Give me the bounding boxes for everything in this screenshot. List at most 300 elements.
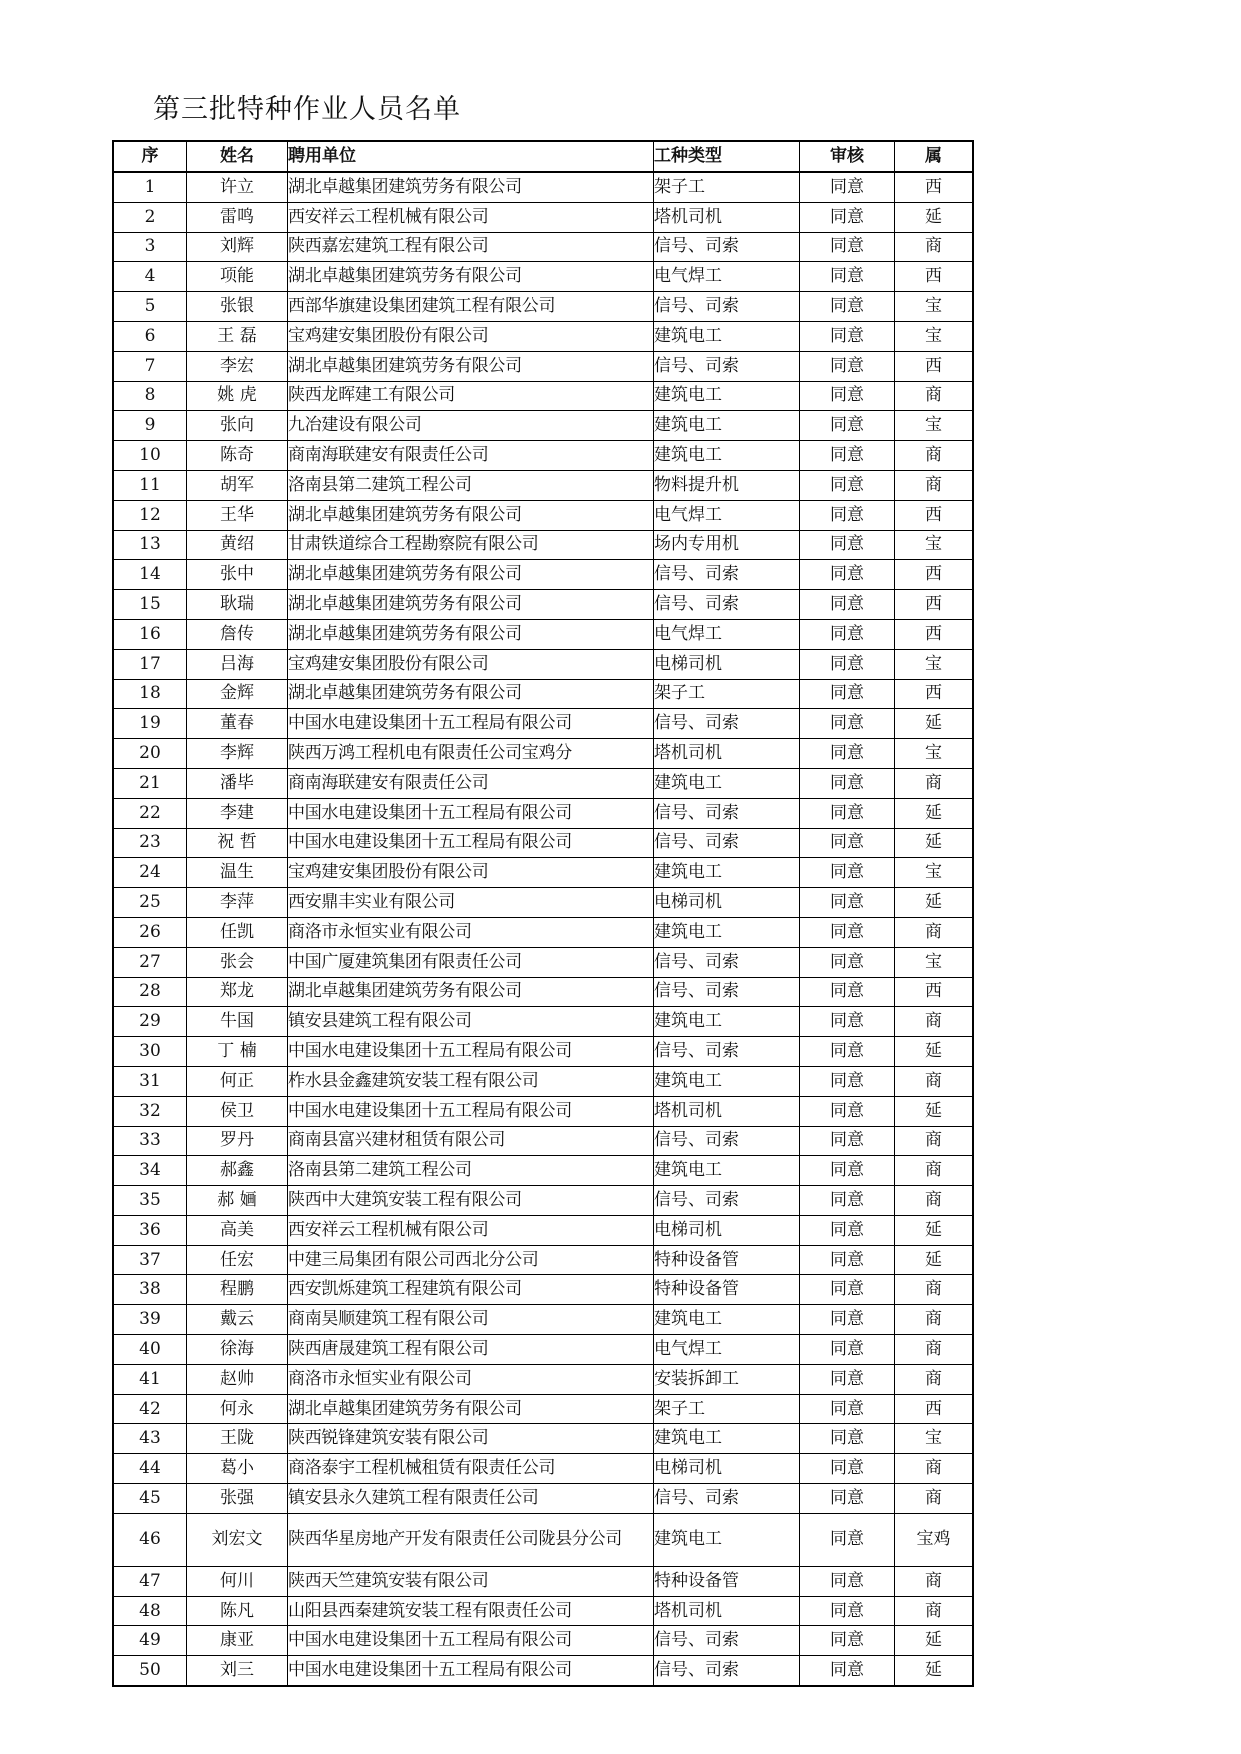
cell-index: 14	[113, 560, 187, 590]
cell-name: 刘辉	[187, 232, 288, 262]
cell-index: 27	[113, 947, 187, 977]
cell-review: 同意	[800, 321, 895, 351]
cell-name: 许立	[187, 172, 288, 202]
cell-region: 西	[895, 977, 974, 1007]
cell-unit: 中国广厦建筑集团有限责任公司	[288, 947, 654, 977]
cell-name: 葛小	[187, 1454, 288, 1484]
cell-region: 西	[895, 590, 974, 620]
table-row	[113, 1364, 973, 1394]
cell-review: 同意	[800, 1424, 895, 1454]
table-row	[113, 1394, 973, 1424]
cell-review: 同意	[800, 649, 895, 679]
table-row	[113, 619, 973, 649]
cell-review: 同意	[800, 679, 895, 709]
cell-type: 电梯司机	[654, 649, 800, 679]
table-row	[113, 1186, 973, 1216]
cell-type: 信号、司索	[654, 292, 800, 322]
cell-index: 10	[113, 441, 187, 471]
cell-type: 建筑电工	[654, 1007, 800, 1037]
cell-name: 郝鑫	[187, 1156, 288, 1186]
cell-type: 建筑电工	[654, 441, 800, 471]
cell-unit: 西部华旗建设集团建筑工程有限公司	[288, 292, 654, 322]
cell-unit: 柞水县金鑫建筑安装工程有限公司	[288, 1066, 654, 1096]
cell-index: 37	[113, 1245, 187, 1275]
cell-name: 刘三	[187, 1656, 288, 1686]
cell-unit: 甘肃铁道综合工程勘察院有限公司	[288, 530, 654, 560]
cell-type: 信号、司索	[654, 709, 800, 739]
cell-unit: 商南县富兴建材租赁有限公司	[288, 1126, 654, 1156]
cell-review: 同意	[800, 1335, 895, 1365]
cell-type: 信号、司索	[654, 590, 800, 620]
cell-index: 40	[113, 1335, 187, 1365]
cell-name: 张会	[187, 947, 288, 977]
cell-name: 吕海	[187, 649, 288, 679]
cell-index: 11	[113, 470, 187, 500]
cell-type: 建筑电工	[654, 1424, 800, 1454]
cell-index: 8	[113, 381, 187, 411]
cell-name: 耿瑞	[187, 590, 288, 620]
cell-unit: 湖北卓越集团建筑劳务有限公司	[288, 679, 654, 709]
cell-region: 西	[895, 500, 974, 530]
cell-name: 罗丹	[187, 1126, 288, 1156]
cell-name: 侯卫	[187, 1096, 288, 1126]
cell-region: 延	[895, 798, 974, 828]
cell-review: 同意	[800, 1007, 895, 1037]
cell-name: 刘宏文	[187, 1513, 288, 1566]
cell-region: 西	[895, 679, 974, 709]
cell-index: 22	[113, 798, 187, 828]
cell-index: 33	[113, 1126, 187, 1156]
table-row	[113, 917, 973, 947]
cell-type: 信号、司索	[654, 1037, 800, 1067]
cell-index: 20	[113, 739, 187, 769]
cell-name: 陈凡	[187, 1596, 288, 1626]
cell-unit: 中国水电建设集团十五工程局有限公司	[288, 828, 654, 858]
cell-review: 同意	[800, 1156, 895, 1186]
cell-unit: 陕西天竺建筑安装有限公司	[288, 1566, 654, 1596]
cell-unit: 中国水电建设集团十五工程局有限公司	[288, 798, 654, 828]
personnel-table	[112, 140, 974, 1687]
cell-review: 同意	[800, 1626, 895, 1656]
cell-unit: 陕西唐晟建筑工程有限公司	[288, 1335, 654, 1365]
cell-type: 建筑电工	[654, 381, 800, 411]
table-row	[113, 470, 973, 500]
cell-type: 建筑电工	[654, 1513, 800, 1566]
table-row	[113, 828, 973, 858]
cell-review: 同意	[800, 739, 895, 769]
cell-index: 47	[113, 1566, 187, 1596]
cell-region: 宝	[895, 411, 974, 441]
cell-name: 董春	[187, 709, 288, 739]
cell-review: 同意	[800, 1245, 895, 1275]
table-row	[113, 411, 973, 441]
table-row	[113, 1454, 973, 1484]
cell-region: 宝	[895, 947, 974, 977]
cell-type: 塔机司机	[654, 202, 800, 232]
cell-region: 延	[895, 1245, 974, 1275]
cell-type: 建筑电工	[654, 768, 800, 798]
table-row	[113, 858, 973, 888]
table-row	[113, 530, 973, 560]
cell-name: 祝 哲	[187, 828, 288, 858]
cell-index: 34	[113, 1156, 187, 1186]
cell-index: 30	[113, 1037, 187, 1067]
cell-index: 35	[113, 1186, 187, 1216]
cell-review: 同意	[800, 1364, 895, 1394]
cell-name: 陈奇	[187, 441, 288, 471]
cell-review: 同意	[800, 619, 895, 649]
cell-review: 同意	[800, 828, 895, 858]
cell-review: 同意	[800, 768, 895, 798]
cell-name: 李建	[187, 798, 288, 828]
cell-unit: 陕西龙晖建工有限公司	[288, 381, 654, 411]
cell-region: 延	[895, 202, 974, 232]
cell-review: 同意	[800, 470, 895, 500]
cell-index: 25	[113, 888, 187, 918]
cell-name: 王 磊	[187, 321, 288, 351]
cell-region: 西	[895, 172, 974, 202]
table-row	[113, 1513, 973, 1566]
cell-index: 28	[113, 977, 187, 1007]
table-row	[113, 888, 973, 918]
cell-review: 同意	[800, 1305, 895, 1335]
cell-name: 何正	[187, 1066, 288, 1096]
cell-name: 李宏	[187, 351, 288, 381]
table-row	[113, 947, 973, 977]
cell-name: 程鹏	[187, 1275, 288, 1305]
cell-unit: 陕西万鸿工程机电有限责任公司宝鸡分	[288, 739, 654, 769]
cell-review: 同意	[800, 798, 895, 828]
table-row	[113, 1484, 973, 1514]
cell-unit: 洛南县第二建筑工程公司	[288, 1156, 654, 1186]
cell-type: 电梯司机	[654, 1454, 800, 1484]
cell-region: 商	[895, 917, 974, 947]
cell-region: 延	[895, 828, 974, 858]
cell-unit: 陕西华星房地产开发有限责任公司陇县分公司	[288, 1513, 654, 1566]
cell-region: 西	[895, 262, 974, 292]
cell-index: 36	[113, 1215, 187, 1245]
cell-index: 16	[113, 619, 187, 649]
cell-index: 15	[113, 590, 187, 620]
cell-index: 5	[113, 292, 187, 322]
cell-name: 张中	[187, 560, 288, 590]
cell-review: 同意	[800, 232, 895, 262]
cell-unit: 湖北卓越集团建筑劳务有限公司	[288, 172, 654, 202]
table-row	[113, 977, 973, 1007]
cell-unit: 九冶建设有限公司	[288, 411, 654, 441]
cell-index: 4	[113, 262, 187, 292]
cell-review: 同意	[800, 858, 895, 888]
cell-name: 王华	[187, 500, 288, 530]
cell-unit: 陕西中大建筑安装工程有限公司	[288, 1186, 654, 1216]
cell-region: 延	[895, 1215, 974, 1245]
cell-name: 黄绍	[187, 530, 288, 560]
cell-review: 同意	[800, 351, 895, 381]
cell-unit: 洛南县第二建筑工程公司	[288, 470, 654, 500]
cell-type: 信号、司索	[654, 560, 800, 590]
cell-index: 17	[113, 649, 187, 679]
cell-region: 商	[895, 1484, 974, 1514]
cell-name: 温生	[187, 858, 288, 888]
cell-review: 同意	[800, 262, 895, 292]
cell-unit: 湖北卓越集团建筑劳务有限公司	[288, 500, 654, 530]
cell-type: 特种设备管	[654, 1566, 800, 1596]
cell-index: 12	[113, 500, 187, 530]
cell-unit: 湖北卓越集团建筑劳务有限公司	[288, 262, 654, 292]
cell-type: 信号、司索	[654, 1186, 800, 1216]
cell-type: 建筑电工	[654, 1156, 800, 1186]
table-row	[113, 1066, 973, 1096]
cell-review: 同意	[800, 500, 895, 530]
cell-region: 西	[895, 351, 974, 381]
table-row	[113, 1007, 973, 1037]
cell-review: 同意	[800, 530, 895, 560]
cell-type: 电气焊工	[654, 262, 800, 292]
cell-review: 同意	[800, 709, 895, 739]
cell-index: 18	[113, 679, 187, 709]
cell-name: 雷鸣	[187, 202, 288, 232]
cell-region: 商	[895, 1275, 974, 1305]
cell-unit: 陕西锐锋建筑安装有限公司	[288, 1424, 654, 1454]
cell-type: 电气焊工	[654, 1335, 800, 1365]
cell-region: 西	[895, 619, 974, 649]
cell-region: 西	[895, 560, 974, 590]
cell-type: 电梯司机	[654, 888, 800, 918]
cell-index: 6	[113, 321, 187, 351]
cell-name: 潘毕	[187, 768, 288, 798]
cell-type: 信号、司索	[654, 977, 800, 1007]
cell-name: 金辉	[187, 679, 288, 709]
cell-type: 建筑电工	[654, 411, 800, 441]
cell-review: 同意	[800, 1186, 895, 1216]
cell-type: 塔机司机	[654, 739, 800, 769]
cell-review: 同意	[800, 888, 895, 918]
table-row	[113, 202, 973, 232]
cell-region: 宝	[895, 530, 974, 560]
cell-type: 建筑电工	[654, 917, 800, 947]
cell-index: 2	[113, 202, 187, 232]
cell-region: 商	[895, 1066, 974, 1096]
column-header-index: 序	[113, 141, 187, 172]
cell-index: 23	[113, 828, 187, 858]
cell-region: 商	[895, 1156, 974, 1186]
cell-unit: 中国水电建设集团十五工程局有限公司	[288, 1626, 654, 1656]
cell-index: 1	[113, 172, 187, 202]
cell-type: 信号、司索	[654, 1656, 800, 1686]
cell-index: 7	[113, 351, 187, 381]
cell-unit: 商南海联建安有限责任公司	[288, 441, 654, 471]
cell-review: 同意	[800, 441, 895, 471]
cell-type: 信号、司索	[654, 798, 800, 828]
table-row	[113, 739, 973, 769]
cell-name: 康亚	[187, 1626, 288, 1656]
cell-region: 商	[895, 1305, 974, 1335]
cell-region: 商	[895, 1186, 974, 1216]
cell-unit: 西安凯烁建筑工程建筑有限公司	[288, 1275, 654, 1305]
cell-unit: 商南海联建安有限责任公司	[288, 768, 654, 798]
table-row	[113, 1245, 973, 1275]
cell-index: 32	[113, 1096, 187, 1126]
cell-review: 同意	[800, 202, 895, 232]
cell-type: 特种设备管	[654, 1275, 800, 1305]
table-row	[113, 321, 973, 351]
table-row	[113, 1215, 973, 1245]
cell-unit: 中国水电建设集团十五工程局有限公司	[288, 1096, 654, 1126]
column-header-type: 工种类型	[654, 141, 800, 172]
cell-type: 建筑电工	[654, 321, 800, 351]
cell-type: 信号、司索	[654, 1626, 800, 1656]
table-row	[113, 1305, 973, 1335]
cell-unit: 湖北卓越集团建筑劳务有限公司	[288, 590, 654, 620]
cell-review: 同意	[800, 1454, 895, 1484]
cell-type: 架子工	[654, 679, 800, 709]
cell-region: 商	[895, 1566, 974, 1596]
cell-type: 信号、司索	[654, 232, 800, 262]
cell-type: 建筑电工	[654, 858, 800, 888]
cell-unit: 山阳县西秦建筑安装工程有限责任公司	[288, 1596, 654, 1626]
cell-review: 同意	[800, 1275, 895, 1305]
cell-name: 姚 虎	[187, 381, 288, 411]
cell-index: 44	[113, 1454, 187, 1484]
cell-review: 同意	[800, 590, 895, 620]
cell-region: 商	[895, 1454, 974, 1484]
cell-name: 赵帅	[187, 1364, 288, 1394]
cell-type: 电梯司机	[654, 1215, 800, 1245]
cell-region: 宝	[895, 739, 974, 769]
cell-type: 塔机司机	[654, 1096, 800, 1126]
column-header-unit: 聘用单位	[288, 141, 654, 172]
cell-index: 46	[113, 1513, 187, 1566]
cell-review: 同意	[800, 977, 895, 1007]
cell-region: 商	[895, 768, 974, 798]
cell-region: 商	[895, 1335, 974, 1365]
cell-unit: 西安祥云工程机械有限公司	[288, 1215, 654, 1245]
cell-region: 商	[895, 470, 974, 500]
table-row	[113, 500, 973, 530]
cell-type: 场内专用机	[654, 530, 800, 560]
cell-region: 商	[895, 232, 974, 262]
column-header-review: 审核	[800, 141, 895, 172]
cell-type: 建筑电工	[654, 1066, 800, 1096]
table-row	[113, 1424, 973, 1454]
cell-type: 架子工	[654, 1394, 800, 1424]
cell-type: 电气焊工	[654, 619, 800, 649]
cell-index: 38	[113, 1275, 187, 1305]
table-row	[113, 1335, 973, 1365]
table-row	[113, 232, 973, 262]
cell-region: 宝	[895, 292, 974, 322]
cell-unit: 中建三局集团有限公司西北分公司	[288, 1245, 654, 1275]
cell-region: 商	[895, 1596, 974, 1626]
cell-name: 牛国	[187, 1007, 288, 1037]
cell-region: 延	[895, 709, 974, 739]
cell-review: 同意	[800, 1513, 895, 1566]
table-row	[113, 1156, 973, 1186]
table-row	[113, 1596, 973, 1626]
cell-unit: 陕西嘉宏建筑工程有限公司	[288, 232, 654, 262]
cell-index: 21	[113, 768, 187, 798]
cell-type: 信号、司索	[654, 828, 800, 858]
cell-unit: 镇安县建筑工程有限公司	[288, 1007, 654, 1037]
table-row	[113, 351, 973, 381]
cell-name: 胡军	[187, 470, 288, 500]
cell-review: 同意	[800, 1066, 895, 1096]
table-row	[113, 590, 973, 620]
cell-name: 郝 婳	[187, 1186, 288, 1216]
cell-name: 高美	[187, 1215, 288, 1245]
cell-name: 张银	[187, 292, 288, 322]
table-row	[113, 560, 973, 590]
cell-review: 同意	[800, 947, 895, 977]
cell-type: 信号、司索	[654, 351, 800, 381]
cell-name: 张强	[187, 1484, 288, 1514]
cell-review: 同意	[800, 1484, 895, 1514]
cell-type: 信号、司索	[654, 1484, 800, 1514]
cell-review: 同意	[800, 381, 895, 411]
cell-unit: 商南昊顺建筑工程有限公司	[288, 1305, 654, 1335]
cell-review: 同意	[800, 1596, 895, 1626]
cell-name: 何川	[187, 1566, 288, 1596]
cell-type: 信号、司索	[654, 947, 800, 977]
cell-unit: 西安祥云工程机械有限公司	[288, 202, 654, 232]
cell-type: 信号、司索	[654, 1126, 800, 1156]
cell-index: 26	[113, 917, 187, 947]
cell-review: 同意	[800, 1037, 895, 1067]
cell-review: 同意	[800, 1096, 895, 1126]
cell-type: 塔机司机	[654, 1596, 800, 1626]
table-row	[113, 1626, 973, 1656]
cell-index: 50	[113, 1656, 187, 1686]
cell-index: 45	[113, 1484, 187, 1514]
cell-region: 商	[895, 1007, 974, 1037]
cell-review: 同意	[800, 172, 895, 202]
cell-region: 宝	[895, 858, 974, 888]
table-row	[113, 1566, 973, 1596]
cell-unit: 商洛市永恒实业有限公司	[288, 1364, 654, 1394]
cell-type: 安装拆卸工	[654, 1364, 800, 1394]
cell-unit: 湖北卓越集团建筑劳务有限公司	[288, 560, 654, 590]
cell-region: 延	[895, 888, 974, 918]
cell-unit: 湖北卓越集团建筑劳务有限公司	[288, 977, 654, 1007]
cell-region: 商	[895, 1364, 974, 1394]
table-header-row	[113, 141, 973, 172]
column-header-region: 属	[895, 141, 974, 172]
cell-region: 西	[895, 1394, 974, 1424]
table-row	[113, 381, 973, 411]
cell-name: 项能	[187, 262, 288, 292]
cell-name: 王陇	[187, 1424, 288, 1454]
cell-unit: 宝鸡建安集团股份有限公司	[288, 321, 654, 351]
table-row	[113, 1096, 973, 1126]
cell-unit: 宝鸡建安集团股份有限公司	[288, 649, 654, 679]
page-title: 第三批特种作业人员名单	[153, 94, 461, 125]
cell-review: 同意	[800, 292, 895, 322]
table-row	[113, 709, 973, 739]
cell-unit: 商洛市永恒实业有限公司	[288, 917, 654, 947]
cell-review: 同意	[800, 917, 895, 947]
cell-index: 3	[113, 232, 187, 262]
cell-region: 延	[895, 1656, 974, 1686]
cell-region: 商	[895, 441, 974, 471]
table-row	[113, 172, 973, 202]
cell-name: 何永	[187, 1394, 288, 1424]
cell-name: 任宏	[187, 1245, 288, 1275]
cell-unit: 西安鼎丰实业有限公司	[288, 888, 654, 918]
cell-index: 29	[113, 1007, 187, 1037]
cell-unit: 镇安县永久建筑工程有限责任公司	[288, 1484, 654, 1514]
table-row	[113, 1126, 973, 1156]
cell-unit: 商洛泰宇工程机械租赁有限责任公司	[288, 1454, 654, 1484]
